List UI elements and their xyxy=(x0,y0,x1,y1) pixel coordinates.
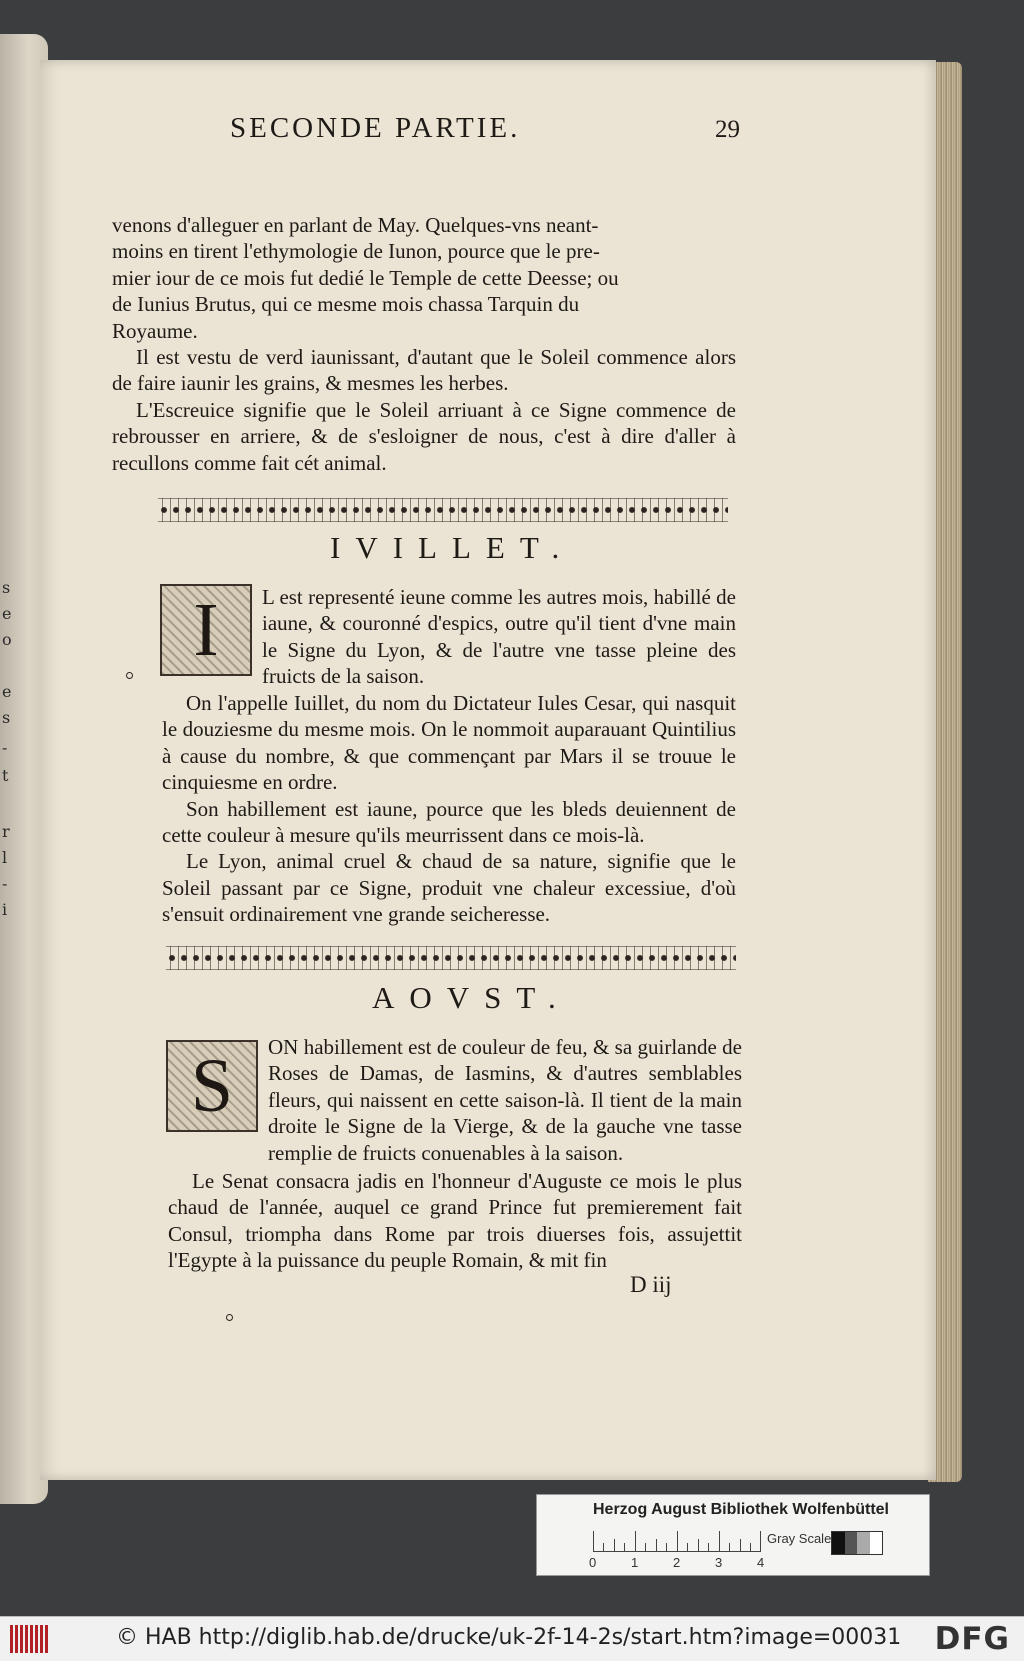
hab-logo-icon xyxy=(10,1625,50,1653)
ornamental-divider xyxy=(158,498,728,522)
iuillet-paragraph-1 xyxy=(262,584,736,690)
dfg-logo: DFG xyxy=(934,1621,1010,1657)
gray-scale-swatches xyxy=(831,1531,883,1555)
scale-ruler xyxy=(593,1529,761,1552)
margin-letter: - xyxy=(2,874,8,893)
text-line: moins en tirent l'ethymologie de Iunon, pource que le pre- xyxy=(112,239,600,264)
aoust-body xyxy=(168,1168,742,1274)
signature-mark: D iij xyxy=(630,1272,672,1297)
ink-speck xyxy=(126,672,133,679)
margin-letter: t xyxy=(2,766,9,785)
paragraph: L est representé ieune comme les autres mois, habillé de iaune, & couronné d'espics, outre qu'il tient d'vne main le Signe du Lyon, & de l'autre vne tasse pleine des fruicts de la saison. xyxy=(262,585,736,689)
page-header xyxy=(230,112,740,146)
paragraph: Le Lyon, animal cruel & chaud de sa nature, signifie que le Soleil passant par ce Signe, produit vne chaleur excessiue, d'où s'ensuit ordinairement vne grande seicheresse. xyxy=(162,849,736,927)
text-line: mier iour de ce mois fut dedié le Temple de cette Deesse; ou xyxy=(112,265,619,290)
institution-name: Herzog August Bibliothek Wolfenbüttel xyxy=(593,1501,889,1518)
section-heading-aoust: AOVST. xyxy=(372,980,571,1015)
text-line: Royaume. xyxy=(112,318,198,343)
ornamental-divider xyxy=(166,946,736,970)
margin-letter: i xyxy=(2,900,8,919)
margin-letter: s xyxy=(2,578,11,597)
running-title: SECONDE PARTIE. xyxy=(230,112,521,144)
ruler-label: 4 xyxy=(757,1555,765,1570)
aoust-paragraph-1 xyxy=(268,1034,742,1165)
ruler-label: 1 xyxy=(631,1555,639,1570)
paragraph: L'Escreuice signifie que le Soleil arriuant à ce Signe commence de rebrousser en arriere, & de s'esloigner de nous, c'est à dire d'aller à recullons comme fait cét animal. xyxy=(112,397,736,475)
page-number: 29 xyxy=(715,116,740,143)
juin-continuation xyxy=(112,212,736,476)
margin-letter: e xyxy=(2,604,12,623)
margin-letter: - xyxy=(2,738,8,757)
ink-speck xyxy=(226,1314,233,1321)
paragraph: On l'appelle Iuillet, du nom du Dictateur Iules Cesar, qui nasquit le douziesme du mesme mois. On le nommoit auparauant Quintilius à cause du nombre, & que commençant par Mars il se trouue le cinquiesme en ordre. xyxy=(162,691,736,795)
margin-letter: l xyxy=(2,848,8,867)
margin-letter: r xyxy=(2,822,10,841)
margin-letter: e xyxy=(2,682,12,701)
margin-letter: s xyxy=(2,708,11,727)
iuillet-body xyxy=(162,690,736,928)
ruler-label: 0 xyxy=(589,1555,597,1570)
margin-letter: o xyxy=(2,630,12,649)
paragraph: Il est vestu de verd iaunissant, d'autant que le Soleil commence alors de faire iaunir les grains, & mesmes les herbes. xyxy=(112,345,736,396)
paragraph: Son habillement est iaune, pource que les bleds deuiennent de cette couleur à mesure qu'ils meurrissent dans ce mois-là. xyxy=(162,796,736,848)
credit-url[interactable]: © HAB http://diglib.hab.de/drucke/uk-2f-14-2s/start.htm?image=00031 xyxy=(116,1625,902,1650)
library-color-target xyxy=(536,1494,930,1576)
gray-scale-label: Gray Scale xyxy=(767,1531,832,1546)
ruler-label: 2 xyxy=(673,1555,681,1570)
viewer-footer xyxy=(0,1616,1024,1661)
text-line: de Iunius Brutus, qui ce mesme mois chassa Tarquin du xyxy=(112,292,580,317)
decorated-initial: S xyxy=(166,1040,258,1132)
ruler-label: 3 xyxy=(715,1555,723,1570)
paragraph: Le Senat consacra jadis en l'honneur d'Auguste ce mois le plus chaud de l'année, auquel ce grand Prince fut premierement fait Consul, triompha dans Rome par trois diuerses fois, assujettit l'Egypte à la puissance du peuple Romain, & mit fin xyxy=(168,1169,742,1273)
decorated-initial: I xyxy=(160,584,252,676)
text-line: venons d'alleguer en parlant de May. Quelques-vns neant- xyxy=(112,213,599,237)
section-heading-iuillet: IVILLET. xyxy=(330,530,575,565)
paragraph: ON habillement est de couleur de feu, & sa guirlande de Roses de Damas, de Iasmins, & d'autres semblables fleurs, qui naissent en cette saison-là. Il tient de la main droite le Signe de la Vierge, & de la gauche vne tasse remplie de fruicts conuenables à la saison. xyxy=(268,1035,742,1165)
